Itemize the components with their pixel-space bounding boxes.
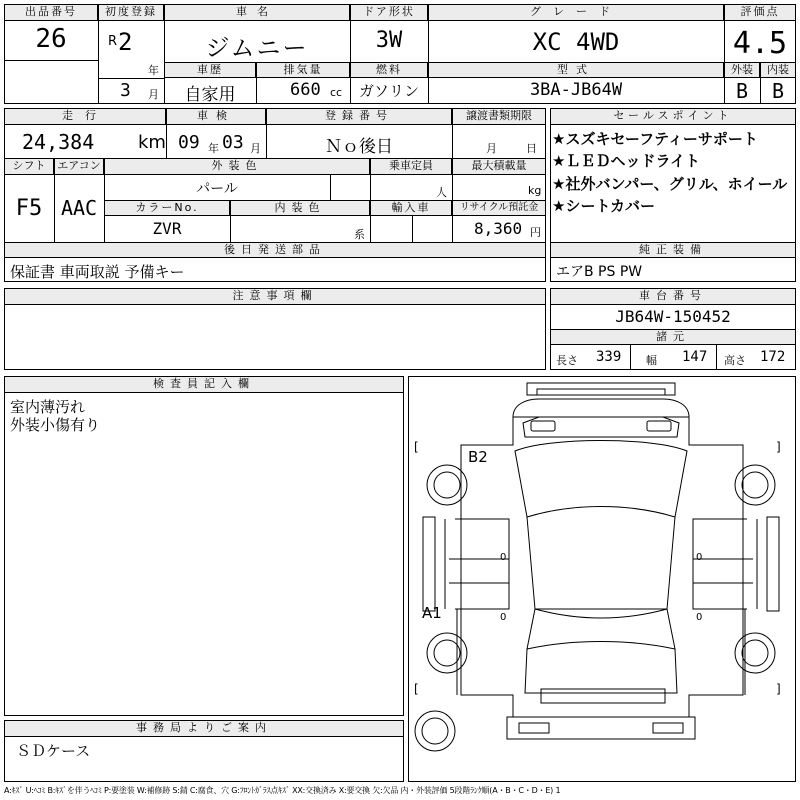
bracket-left-top: [: [414, 440, 419, 454]
first-reg-label: 初度登録: [98, 4, 164, 21]
transfer-month: 月: [486, 142, 497, 155]
ac-label: エアコン: [54, 158, 104, 175]
width: 147: [682, 349, 708, 365]
damage-mark-a1: A1: [422, 604, 442, 622]
height-label: 高さ: [724, 354, 746, 367]
capacity-unit: 人: [436, 186, 447, 199]
length: 339: [596, 349, 622, 365]
damage-mark-b2: B2: [468, 448, 488, 466]
dims-label: 諸元: [550, 329, 796, 345]
load-unit: kg: [528, 184, 542, 197]
mileage-unit: km: [138, 132, 166, 153]
later-parts: 保証書 車両取説 予備キー: [10, 263, 185, 281]
int-label: 内装: [760, 62, 796, 78]
door-mark: 0: [500, 612, 507, 623]
reg-year: 2: [118, 28, 133, 56]
capacity-label: 乗車定員: [370, 158, 452, 175]
inspector-label: 検査員記入欄: [4, 376, 404, 393]
mileage: 24,384: [22, 130, 95, 154]
colorno-label: カラーNo.: [104, 200, 230, 216]
reg-month-unit: 月: [148, 88, 159, 101]
cc-unit: cc: [330, 86, 343, 99]
door-mark: 0: [696, 552, 703, 563]
recycle-unit: 円: [530, 226, 541, 239]
cc-label: 排気量: [256, 62, 350, 78]
extcolor-label: 外装色: [104, 158, 370, 175]
history-label: 車歴: [164, 62, 256, 78]
transfer-day: 日: [526, 142, 537, 155]
intcolor-unit: 系: [354, 228, 365, 241]
import-label: 輸入車: [370, 200, 452, 216]
ext-grade: B: [735, 79, 749, 103]
insp-month: 03: [222, 132, 244, 153]
inspector-note: 外装小傷有り: [10, 416, 101, 434]
recycle-label: リサイクル預託金: [452, 200, 546, 216]
fuel-label: 燃料: [350, 62, 428, 78]
colorno: ZVR: [152, 219, 182, 238]
sales-item: ★シートカバー: [552, 197, 655, 215]
office-note: ＳＤケース: [16, 742, 91, 760]
chassis-label: 車台番号: [550, 288, 796, 305]
model-label: 型式: [428, 62, 724, 78]
bracket-left-bottom: [: [414, 682, 419, 696]
length-label: 長さ: [556, 354, 578, 367]
insp-year: 09: [178, 132, 200, 153]
office-label: 事務局よりご案内: [4, 720, 404, 737]
later-parts-label: 後日発送部品: [4, 242, 546, 258]
grade: XC 4WD: [532, 28, 620, 56]
history: 自家用: [184, 85, 236, 105]
sales-item: ★ＬＥＤヘッドライト: [552, 152, 700, 170]
car-diagram: [408, 376, 796, 782]
lot-number: 26: [35, 24, 67, 54]
ac: AAC: [60, 196, 98, 220]
ext-label: 外装: [724, 62, 760, 78]
chassis-number: JB64W-150452: [615, 307, 731, 326]
regno: Ｎｏ後日: [325, 137, 393, 157]
reg-year-unit: 年: [148, 64, 159, 77]
inspector-note: 室内薄汚れ: [10, 398, 86, 416]
legend: A:ｷｽﾞ U:ﾍｺﾐ B:ｷｽﾞを伴うﾍｺﾐ P:要塗装 W:補修跡 S:錆 C:腐食、穴 G:ﾌﾛﾝﾄｶﾞﾗｽ点ｷｽﾞ XX:交換済み X:要交換 欠:欠品 内・外装評価 5段階ﾗﾝｸ順(A・B・C・D・E) 1: [4, 786, 561, 795]
mileage-label: 走行: [4, 108, 166, 125]
regno-label: 登録番号: [266, 108, 452, 125]
insp-month-unit: 月: [250, 142, 261, 155]
load-label: 最大積載量: [452, 158, 546, 175]
height: 172: [760, 349, 786, 365]
extcolor: パール: [196, 181, 238, 197]
door-mark: 0: [500, 552, 507, 563]
door-type: 3W: [375, 28, 403, 53]
car-outline-drawing: [409, 377, 797, 783]
reg-era: R: [108, 34, 118, 49]
car-name: ジムニー: [205, 34, 309, 62]
score: 4.5: [732, 26, 788, 61]
width-label: 幅: [646, 354, 657, 367]
int-grade: B: [771, 79, 785, 103]
transfer-label: 譲渡書類期限: [452, 108, 546, 125]
genuine-equipment: エアB PS PW: [556, 264, 643, 280]
inspection-label: 車検: [166, 108, 266, 125]
recycle: 8,360: [474, 219, 523, 238]
cc: 660: [290, 80, 321, 100]
name-label: 車名: [164, 4, 350, 21]
sales-item: ★社外バンパー、グリル、ホイール: [552, 175, 788, 193]
sales-label: セールスポイント: [550, 108, 796, 125]
sales-item: ★スズキセーフティーサポート: [552, 130, 758, 148]
shift: F5: [15, 196, 43, 221]
reg-month: 3: [120, 80, 131, 101]
score-label: 評価点: [724, 4, 796, 21]
grade-label: グレード: [428, 4, 724, 21]
notes-label: 注意事項欄: [4, 288, 546, 305]
fuel: ガソリン: [358, 82, 419, 100]
model: 3BA-JB64W: [529, 80, 623, 100]
bracket-right-bottom: ]: [776, 682, 781, 696]
shift-label: シフト: [4, 158, 54, 175]
bracket-right-top: ]: [776, 440, 781, 454]
door-mark: 0: [696, 612, 703, 623]
genuine-label: 純正装備: [550, 242, 796, 258]
door-label: ドア形状: [350, 4, 428, 21]
lot-label: 出品番号: [4, 4, 98, 21]
intcolor-label: 内装色: [230, 200, 370, 216]
insp-year-unit: 年: [208, 142, 219, 155]
